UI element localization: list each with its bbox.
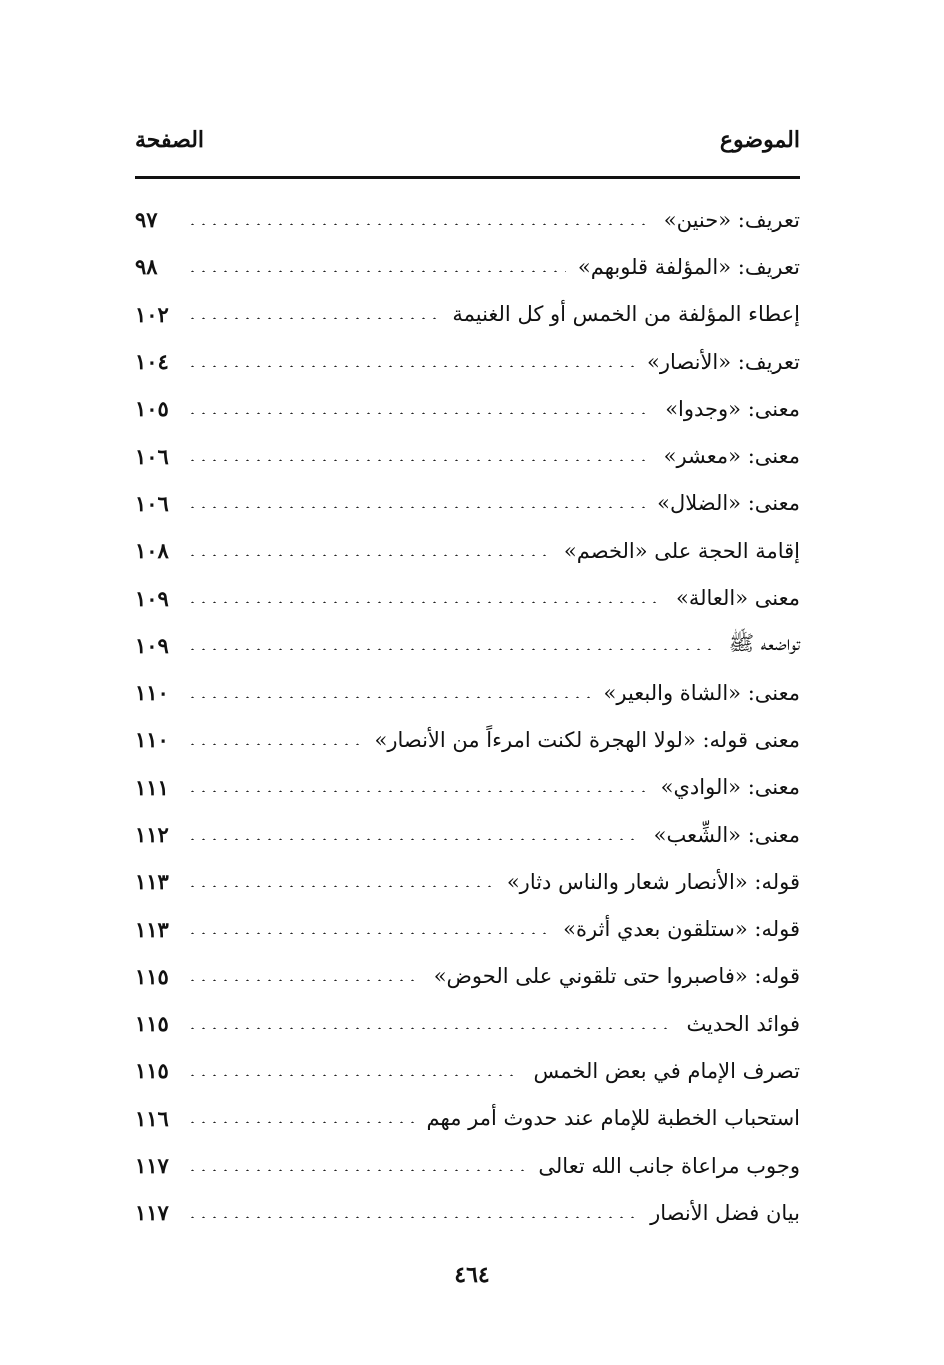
toc-entry-page: ١١٣ [135,916,169,942]
toc-entry-title: استحباب الخطبة للإمام عند حدوث أمر مهم [426,1106,800,1131]
toc-entry-title: قوله: «الأنصار شعار والناس دثار» [506,869,800,894]
toc-entry-page: ١١٦ [135,1105,169,1131]
toc-entry [135,432,800,479]
toc-entry-title: معنى: «الشِّعب» [653,822,800,847]
toc-entry-page: ١١٣ [135,869,169,895]
toc-entry [135,574,800,621]
toc-entry-page: ٩٨ [135,254,158,280]
toc-entry-title: تعريف: «حنين» [663,207,800,232]
toc-entry [135,527,800,574]
toc-entry-page: ١١٠ [135,680,169,706]
toc-entry-title: تواضعه ﷺ [728,630,800,655]
toc-entry-title: قوله: «فاصبروا حتى تلقوني على الحوض» [433,964,800,989]
toc-entry-page: ١٠٩ [135,632,169,658]
header-rule [135,176,800,179]
toc-entry [135,291,800,338]
toc-entry [135,905,800,952]
dot-leader [187,1027,674,1029]
page-column-label: الصفحة [135,127,205,153]
dot-leader [187,1121,415,1123]
toc-entry [135,1047,800,1094]
toc-entry-page: ١١٥ [135,1011,169,1037]
dot-leader [187,1169,526,1171]
toc-entry-page: ١١٥ [135,1058,169,1084]
toc-entry-title: تصرف الإمام في بعض الخمس [533,1058,800,1083]
toc-entry-page: ١٠٨ [135,538,169,564]
dot-leader [187,696,592,698]
toc-entry [135,622,800,669]
toc-entry [135,1095,800,1142]
toc-entry [135,196,800,243]
toc-entry-title: معنى: «الضلال» [657,491,800,516]
dot-leader [187,601,664,603]
toc-entry-page: ١٠٦ [135,490,169,516]
toc-entry-page: ١١٥ [135,963,169,989]
toc-entry [135,1189,800,1236]
toc-entry-title: معنى: «معشر» [663,444,800,469]
toc-entry [135,764,800,811]
toc-entry-page: ١٠٦ [135,443,169,469]
dot-leader [187,838,642,840]
dot-leader [187,459,652,461]
page-number: ٤٦٤ [454,1262,490,1288]
toc-entry-page: ١١٧ [135,1153,169,1179]
toc-entry-title: فوائد الحديث [686,1011,800,1036]
toc-entry-page: ١١١ [135,774,169,800]
dot-leader [187,932,551,934]
toc-entry-page: ١١٧ [135,1200,169,1226]
dot-leader [187,506,645,508]
toc-entry-page: ١٠٩ [135,585,169,611]
dot-leader [187,317,440,319]
toc-entry-page: ١١٢ [135,822,169,847]
dot-leader [187,554,552,556]
dot-leader [187,1074,521,1076]
toc-entry-title: قوله: «ستلقون بعدي أثرة» [563,917,800,942]
topic-column-label: الموضوع [719,127,800,153]
dot-leader [187,270,566,272]
table-of-contents [135,196,800,1237]
dot-leader [187,885,495,887]
toc-entry-title: معنى قوله: «لولا الهجرة لكنت امرءاً من الأنصار» [374,727,800,752]
toc-entry [135,953,800,1000]
toc-entry [135,338,800,385]
toc-entry [135,811,800,858]
toc-entry-page: ١١٠ [135,727,169,753]
dot-leader [187,979,422,981]
dot-leader [187,1216,638,1218]
dot-leader [187,790,649,792]
dot-leader [187,412,653,414]
dot-leader [187,743,362,745]
toc-entry [135,480,800,527]
toc-entry-title: معنى: «الشاة والبعير» [603,680,800,705]
toc-entry-title: وجوب مراعاة جانب الله تعالى [538,1153,800,1178]
toc-entry [135,1000,800,1047]
toc-entry-title: إعطاء المؤلفة من الخمس أو كل الغنيمة [452,302,800,327]
toc-entry [135,1142,800,1189]
toc-entry [135,669,800,716]
toc-entry-title: تعريف: «الأنصار» [647,349,800,374]
dot-leader [187,223,652,225]
toc-entry [135,243,800,290]
toc-entry-title: معنى: «وجدوا» [665,396,800,421]
dot-leader [187,365,635,367]
toc-header [135,118,800,162]
toc-entry-page: ٩٧ [135,207,158,233]
toc-entry-title: بيان فضل الأنصار [650,1200,800,1225]
dot-leader [187,648,717,650]
toc-entry-page: ١٠٥ [135,396,169,422]
toc-entry-title: تعريف: «المؤلفة قلوبهم» [577,254,800,279]
toc-entry [135,716,800,763]
toc-entry-title: معنى: «الوادي» [660,775,800,800]
toc-entry-page: ١٠٤ [135,349,169,375]
toc-entry [135,858,800,905]
toc-entry-title: إقامة الحجة على «الخصم» [563,538,800,563]
toc-entry [135,385,800,432]
toc-entry-page: ١٠٢ [135,301,169,327]
toc-entry-title: معنى «العالة» [675,586,800,611]
